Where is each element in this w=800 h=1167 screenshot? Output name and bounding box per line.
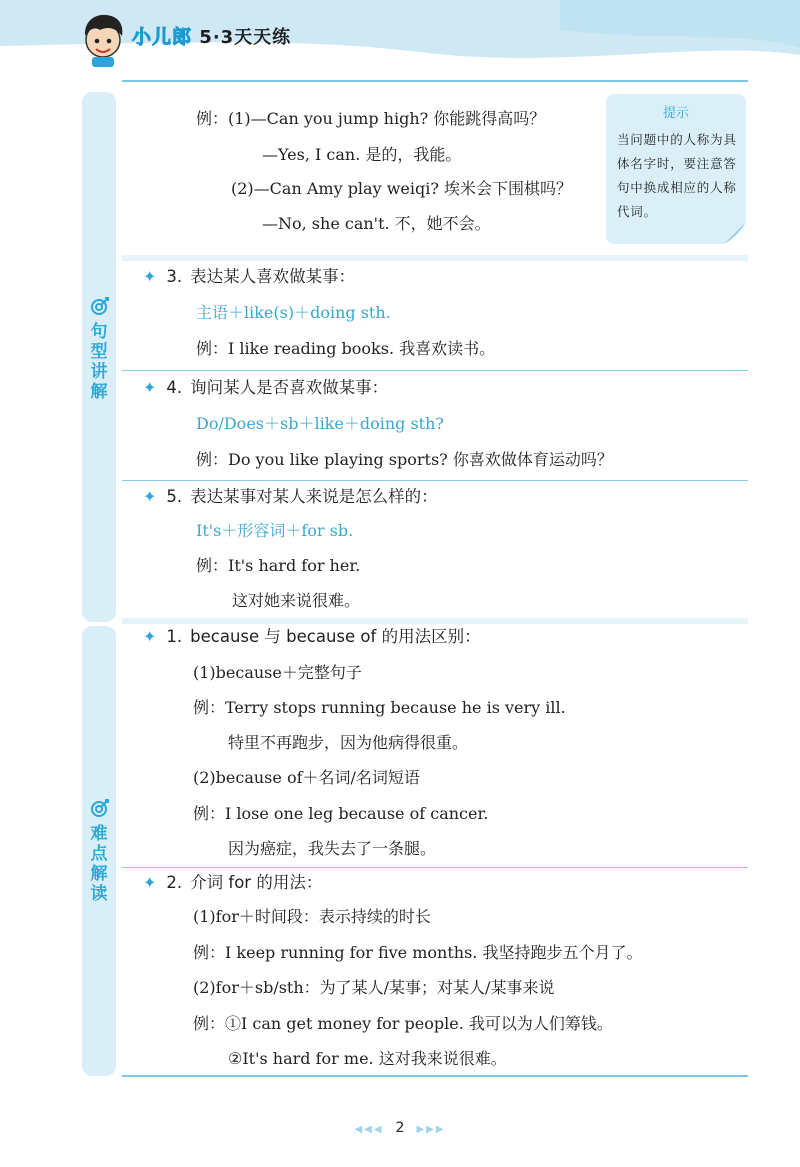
section-title: 介词 for 的用法： <box>190 873 323 892</box>
section-4-example: 例：Do you like playing sports? 你喜欢做体育运动吗？ <box>196 450 613 469</box>
star-icon: ✦ <box>143 627 157 646</box>
difficulty-2-example-2: 例：①I can get money for people. 我可以为人们筹钱。 <box>193 1014 613 1033</box>
example-2-answer: —No, she can't. 不，她不会。 <box>262 214 491 233</box>
example-1-question: 例：(1)—Can you jump high? 你能跳得高吗？ <box>196 109 546 128</box>
section-3-heading <box>143 266 355 288</box>
example-2-question: (2)—Can Amy play weiqi? 埃米会下围棋吗？ <box>231 179 573 198</box>
difficulty-1-example-1-translation: 特里不再跑步，因为他病得很重。 <box>228 733 469 752</box>
difficulty-2-rule-1: (1)for＋时间段：表示持续的时长 <box>193 907 431 926</box>
difficulty-1-example-2: 例：I lose one leg because of cancer. <box>193 804 489 823</box>
top-divider <box>122 80 748 82</box>
difficulty-1-example-1: 例：Terry stops running because he is very ill. <box>193 698 566 717</box>
difficulty-2-example-3: ②It's hard for me. 这对我来说很难。 <box>228 1049 507 1068</box>
section-number: 2. <box>166 873 183 892</box>
section-5-example: 例：It's hard for her. <box>196 556 361 575</box>
section-divider <box>122 370 748 371</box>
mascot-boy-icon <box>78 10 128 68</box>
difficulty-1-rule-1: (1)because＋完整句子 <box>193 663 362 682</box>
tip-text: 当问题中的人称为具体名字时，要注意答句中换成相应的人称代词。 <box>617 132 737 219</box>
section-5-heading <box>143 486 438 508</box>
section-3-formula: 主语＋like(s)＋doing sth. <box>196 303 391 322</box>
difficulty-1-heading <box>143 626 481 648</box>
section-number: 1. <box>166 627 183 646</box>
left-arrows-icon: ◀◀◀ <box>354 1124 384 1135</box>
section-5-translation: 这对她来说很难。 <box>232 591 361 610</box>
example-1-answer: —Yes, I can. 是的，我能。 <box>262 145 462 164</box>
right-arrows-icon: ▶▶▶ <box>416 1124 446 1135</box>
section-number: 4. <box>166 378 183 397</box>
page-footer <box>0 1120 800 1136</box>
star-icon: ✦ <box>143 378 157 397</box>
bottom-divider <box>122 1075 748 1077</box>
section-title: 表达某人喜欢做某事： <box>190 267 356 286</box>
brand-name: 小儿郎 <box>132 26 193 48</box>
section-band <box>122 255 748 261</box>
section-4-formula: Do/Does＋sb＋like＋doing sth? <box>196 414 444 433</box>
brand-series: 5·3天天练 <box>199 27 292 48</box>
target-icon <box>90 798 110 818</box>
section-title: 表达某事对某人来说是怎么样的： <box>190 487 438 506</box>
section-4-heading <box>143 377 388 399</box>
section-number: 5. <box>166 487 183 506</box>
sidebar-label-text: 句型讲解 <box>90 322 108 402</box>
section-title: 询问某人是否喜欢做某事： <box>190 378 389 397</box>
sidebar-label-difficulties <box>82 824 116 904</box>
sidebar-label-sentence-patterns <box>82 322 116 402</box>
section-divider <box>122 867 748 868</box>
section-divider <box>122 480 748 481</box>
difficulty-2-example-1: 例：I keep running for five months. 我坚持跑步五个月了。 <box>193 943 643 962</box>
brand-title <box>132 22 291 49</box>
page-number: 2 <box>395 1120 405 1136</box>
section-title: because 与 because of 的用法区别： <box>190 627 481 646</box>
section-band <box>122 618 748 624</box>
difficulty-1-rule-2: (2)because of＋名词/名词短语 <box>193 768 420 787</box>
section-3-example: 例：I like reading books. 我喜欢读书。 <box>196 339 496 358</box>
star-icon: ✦ <box>143 873 157 892</box>
difficulty-2-heading <box>143 872 322 894</box>
tip-box <box>606 94 746 244</box>
tip-title: 提示 <box>662 106 689 121</box>
page-curl-icon <box>724 222 746 244</box>
star-icon: ✦ <box>143 267 157 286</box>
difficulty-2-rule-2: (2)for＋sb/sth：为了某人/某事；对某人/某事来说 <box>193 978 555 997</box>
star-icon: ✦ <box>143 487 157 506</box>
section-number: 3. <box>166 267 183 286</box>
section-5-formula: It's＋形容词＋for sb. <box>196 521 354 540</box>
target-icon <box>90 296 110 316</box>
difficulty-1-example-2-translation: 因为癌症，我失去了一条腿。 <box>228 839 437 858</box>
sidebar-label-text: 难点解读 <box>90 824 108 904</box>
